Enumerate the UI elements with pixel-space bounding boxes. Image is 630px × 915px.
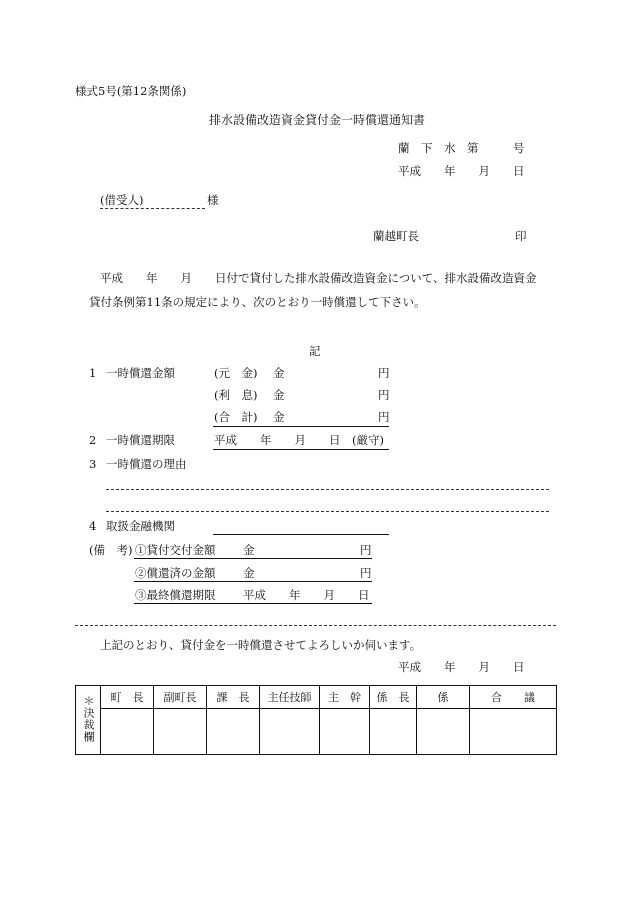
document-title: 排水設備改造資金貸付金一時償還通知書 [209,113,426,127]
approval-table [75,685,557,755]
stamp-cell-staff[interactable] [417,709,470,755]
form-number-label: 様式5号(第12条関係) [75,84,187,98]
note-2-yen: 円 [360,566,372,580]
bank-field[interactable] [213,534,389,535]
document-number: 蘭 下 水 第 号 [398,141,525,155]
interest-yen: 円 [378,388,390,402]
note-2-kin: 金 [243,566,255,580]
body-text-line-1: 平成 年 月 日付で貸付した排水設備改造資金について、排水設備改造資金 [100,271,537,285]
note-1-kin: 金 [243,543,255,557]
note-2-underline [134,581,372,582]
stamp-cell-supervisor[interactable] [320,709,370,755]
borrower-label: (借受人) [100,193,144,207]
body-text-line-2: 貸付条例第11条の規定により、次のとおり一時償還して下さい。 [89,295,426,309]
note-1-label: ①貸付交付金額 [135,543,216,557]
item-1-label: 一時償還金額 [106,366,175,380]
seal-mark: 印 [515,229,527,243]
header-unit-chief: 係 長 [370,686,417,709]
interest-kin: 金 [273,388,285,402]
deadline-underline [213,449,389,450]
note-1-underline [134,558,372,559]
note-2-label: ②償還済の金額 [135,566,216,580]
note-3-label: ③最終償還期限 [135,588,216,602]
reason-line-2[interactable] [106,511,549,512]
header-chief-engineer: 主任技師 [260,686,320,709]
total-kin: 金 [273,410,285,424]
item-3-number: 3 [89,457,97,471]
stamp-cell-unit-chief[interactable] [370,709,417,755]
header-staff: 係 [417,686,470,709]
stamp-cell-section-chief[interactable] [207,709,260,755]
principal-label: (元 金) [214,366,258,380]
item-4-number: 4 [89,519,97,533]
mayor-title: 蘭越町長 [373,229,419,243]
header-section-chief: 課 長 [207,686,260,709]
notes-label: (備 考) [89,543,133,557]
principal-kin: 金 [273,366,285,380]
item-1-number: 1 [89,366,97,380]
stamp-cell-consultation[interactable] [470,709,557,755]
total-underline [213,426,389,427]
principal-yen: 円 [378,366,390,380]
note-3-underline [134,603,372,604]
item-2-label: 一時償還期限 [106,433,175,447]
approval-date: 平成 年 月 日 [398,660,525,674]
item-4-label: 取扱金融機関 [106,519,175,533]
approval-request-text: 上記のとおり、貸付金を一時償還させてよろしいか伺います。 [100,638,422,652]
total-label: (合 計) [214,410,258,424]
reason-line-1[interactable] [106,489,549,490]
item-2-number: 2 [89,433,97,447]
stamp-cell-chief-engineer[interactable] [260,709,320,755]
repayment-deadline: 平成 年 月 日 (厳守) [214,433,384,447]
header-deputy-mayor: 副町長 [154,686,207,709]
issue-date: 平成 年 月 日 [398,164,525,178]
stamp-cell-deputy-mayor[interactable] [154,709,207,755]
interest-label: (利 息) [214,388,258,402]
header-consultation: 合 議 [470,686,557,709]
section-separator [75,625,556,626]
borrower-name-field[interactable] [100,208,205,209]
approval-side-label: ＊決裁欄 [76,686,101,755]
ki-heading: 記 [309,344,321,358]
item-3-label: 一時償還の理由 [106,457,187,471]
header-supervisor: 主 幹 [320,686,370,709]
total-yen: 円 [378,410,390,424]
note-3-date: 平成 年 月 日 [243,588,370,602]
header-mayor: 町 長 [101,686,154,709]
note-1-yen: 円 [360,543,372,557]
honorific: 様 [207,193,219,207]
stamp-cell-mayor[interactable] [101,709,154,755]
